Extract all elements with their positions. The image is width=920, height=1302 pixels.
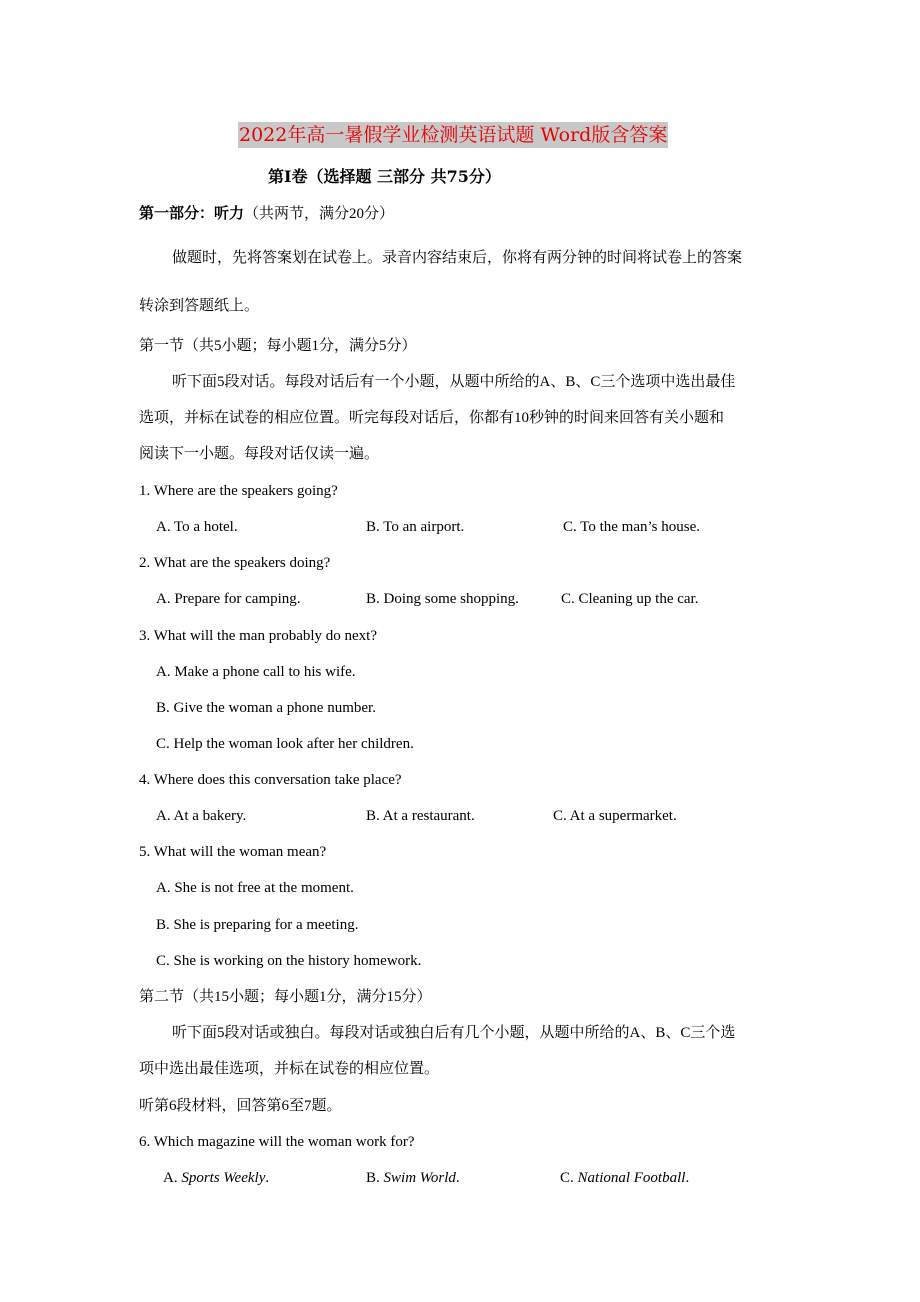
section2-heading: 第二节（共15小题；每小题1分，满分15分） (139, 989, 432, 1005)
option: B. To an airport. (366, 519, 465, 535)
option: C. She is working on the history homework. (156, 953, 422, 969)
option: B. At a restaurant. (366, 808, 475, 824)
question-3: 3. What will the man probably do next? (139, 628, 378, 644)
question-4: 4. Where does this conversation take place? (139, 772, 402, 788)
question-5: 5. What will the woman mean? (139, 844, 327, 860)
section2-paragraph: 听下面5段对话或独白。每段对话或独白后有几个小题，从题中所给的A、B、C三个选 (172, 1025, 736, 1041)
option: A. At a bakery. (156, 808, 247, 824)
option: B. She is preparing for a meeting. (156, 917, 359, 933)
option: C. Help the woman look after her children. (156, 736, 414, 752)
volume-heading: 第I卷（选择题 三部分 共75分） (268, 167, 501, 186)
question-6: 6. Which magazine will the woman work for? (139, 1134, 415, 1150)
section1-paragraph: 选项，并标在试卷的相应位置。听完每段对话后，你都有10秒钟的时间来回答有关小题和 (139, 410, 725, 426)
option: B. Give the woman a phone number. (156, 700, 376, 716)
option-text: National Football (577, 1170, 686, 1186)
question-2: 2. What are the speakers doing? (139, 555, 331, 571)
instruction-line: 转涂到答题纸上。 (139, 296, 260, 314)
option: C. At a supermarket. (553, 808, 677, 824)
option: A. Make a phone call to his wife. (156, 664, 356, 680)
question-1: 1. Where are the speakers going? (139, 483, 338, 499)
material-note: 听第6段材料，回答第6至7题。 (139, 1098, 342, 1114)
instruction-line: 做题时，先将答案划在试卷上。录音内容结束后，你将有两分钟的时间将试卷上的答案 (172, 248, 743, 266)
option: A. To a hotel. (156, 519, 238, 535)
section1-heading: 第一节（共5小题；每小题1分，满分5分） (139, 338, 417, 354)
option (560, 1168, 689, 1188)
option (366, 1168, 460, 1188)
option: B. Doing some shopping. (366, 591, 519, 607)
option-text: Swim World (383, 1170, 456, 1186)
section1-paragraph: 听下面5段对话。每段对话后有一个小题，从题中所给的A、B、C三个选项中选出最佳 (172, 374, 736, 390)
option-letter: B. (366, 1170, 380, 1186)
option: C. Cleaning up the car. (561, 591, 699, 607)
option-text: Sports Weekly (181, 1170, 266, 1186)
option: C. To the man’s house. (563, 519, 700, 535)
option-period: . (265, 1170, 270, 1186)
option-letter: A. (163, 1170, 178, 1186)
option: A. Prepare for camping. (156, 591, 301, 607)
part1-note: （共两节，满分20分） (244, 206, 395, 222)
part1-heading (139, 204, 394, 224)
section1-paragraph: 阅读下一小题。每段对话仅读一遍。 (139, 446, 380, 462)
option-period: . (455, 1170, 460, 1186)
option-letter: C. (560, 1170, 574, 1186)
option: A. She is not free at the moment. (156, 880, 354, 896)
section2-paragraph: 项中选出最佳选项，并标在试卷的相应位置。 (139, 1061, 440, 1077)
option (163, 1168, 269, 1188)
document-title: 2022年高一暑假学业检测英语试题 Word版含答案 (239, 124, 668, 146)
option-period: . (685, 1170, 690, 1186)
part1-label: 第一部分：听力 (139, 206, 245, 222)
